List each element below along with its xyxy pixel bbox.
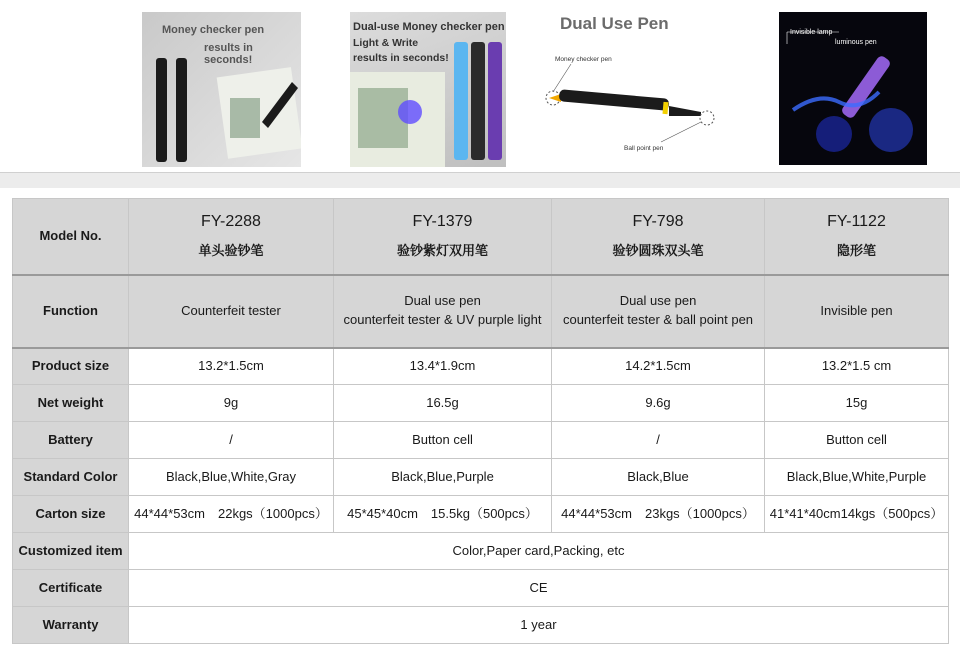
table-cell: / [129, 422, 334, 459]
product-image-invisible-pen[interactable] [779, 12, 927, 165]
table-cell-shared: Color,Paper card,Packing, etc [129, 533, 949, 570]
image-title: Dual Use Pen [560, 14, 669, 33]
table-cell: Black,Blue,Purple [334, 459, 552, 496]
model-number: FY-2288 [201, 213, 261, 231]
function-cell [552, 275, 765, 348]
model-cell [552, 199, 765, 275]
model-number: FY-1122 [827, 213, 886, 231]
model-name-cn: 隐形笔 [836, 244, 876, 260]
image-label: Invisible lamp [790, 29, 833, 36]
model-cell [765, 199, 949, 275]
model-name-cn: 单头验钞笔 [198, 244, 264, 260]
image-label: luminous pen [835, 39, 877, 46]
product-image-single-pen[interactable] [142, 12, 301, 167]
table-cell: Black,Blue [552, 459, 765, 496]
product-image-dual-pen[interactable] [350, 12, 506, 167]
section-divider [0, 172, 960, 188]
table-cell-shared: 1 year [129, 607, 949, 644]
table-cell: 13.2*1.5cm [129, 348, 334, 385]
row-header: Model No. [13, 199, 129, 275]
table-row-color [13, 459, 949, 496]
image-caption: Light & Write [353, 37, 419, 49]
table-row-cert [13, 570, 949, 607]
table-cell: Button cell [765, 422, 949, 459]
table-cell-shared: CE [129, 570, 949, 607]
table-cell: / [552, 422, 765, 459]
model-number: FY-798 [632, 213, 684, 231]
table-cell: 41*41*40cm14kgs（500pcs） [765, 496, 949, 533]
table-cell: 44*44*53cm 22kgs（1000pcs） [129, 496, 334, 533]
table-cell: 15g [765, 385, 949, 422]
pen-illustration [142, 12, 301, 167]
table-cell: 44*44*53cm 23kgs（1000pcs） [552, 496, 765, 533]
function-cell [334, 275, 552, 348]
function-detail: counterfeit tester & UV purple light [343, 312, 542, 327]
row-header: Customized item [13, 533, 129, 570]
image-label: Ball point pen [624, 145, 664, 152]
table-cell: 45*45*40cm 15.5kg（500pcs） [334, 496, 552, 533]
row-header: Product size [13, 348, 129, 385]
model-cell [334, 199, 552, 275]
table-cell: Black,Blue,White,Purple [765, 459, 949, 496]
table-row-size [13, 348, 949, 385]
model-name-cn: 验钞紫灯双用笔 [396, 244, 488, 260]
row-header: Net weight [13, 385, 129, 422]
table-row-function [13, 275, 949, 348]
table-cell: 13.4*1.9cm [334, 348, 552, 385]
table-cell: Black,Blue,White,Gray [129, 459, 334, 496]
row-header: Certificate [13, 570, 129, 607]
pen-illustration [541, 12, 721, 167]
product-image-strip [0, 0, 960, 172]
table-cell: 14.2*1.5cm [552, 348, 765, 385]
function-cell [765, 275, 949, 348]
row-header: Warranty [13, 607, 129, 644]
table-row-warranty [13, 607, 949, 644]
function-detail: counterfeit tester & ball point pen [562, 312, 754, 327]
table-row-carton [13, 496, 949, 533]
table-row-model [13, 199, 949, 275]
function-text: Invisible pen [820, 302, 893, 318]
row-header: Standard Color [13, 459, 129, 496]
image-label: Money checker pen [555, 56, 612, 63]
image-caption: Money checker pen [162, 24, 265, 36]
function-text: Counterfeit tester [181, 302, 281, 318]
function-text: Dual use pen [404, 293, 481, 309]
image-caption: Dual-use Money checker pen [353, 21, 505, 33]
model-name-cn: 验钞圆珠双头笔 [612, 244, 704, 260]
table-cell: Button cell [334, 422, 552, 459]
table-row-weight [13, 385, 949, 422]
function-cell [129, 275, 334, 348]
table-row-battery [13, 422, 949, 459]
table-cell: 9.6g [552, 385, 765, 422]
image-caption: results in seconds! [204, 42, 253, 66]
model-number: FY-1379 [412, 213, 473, 231]
row-header: Battery [13, 422, 129, 459]
table-cell: 13.2*1.5 cm [765, 348, 949, 385]
image-caption: results in seconds! [353, 52, 449, 64]
table-cell: 16.5g [334, 385, 552, 422]
pen-illustration [779, 12, 927, 165]
function-text: Dual use pen [619, 293, 697, 309]
table-row-custom [13, 533, 949, 570]
product-image-dual-use-pen[interactable] [541, 12, 721, 167]
product-spec-table [12, 198, 949, 644]
table-cell: 9g [129, 385, 334, 422]
row-header: Function [13, 275, 129, 348]
pen-illustration [350, 12, 506, 167]
row-header: Carton size [13, 496, 129, 533]
model-cell [129, 199, 334, 275]
